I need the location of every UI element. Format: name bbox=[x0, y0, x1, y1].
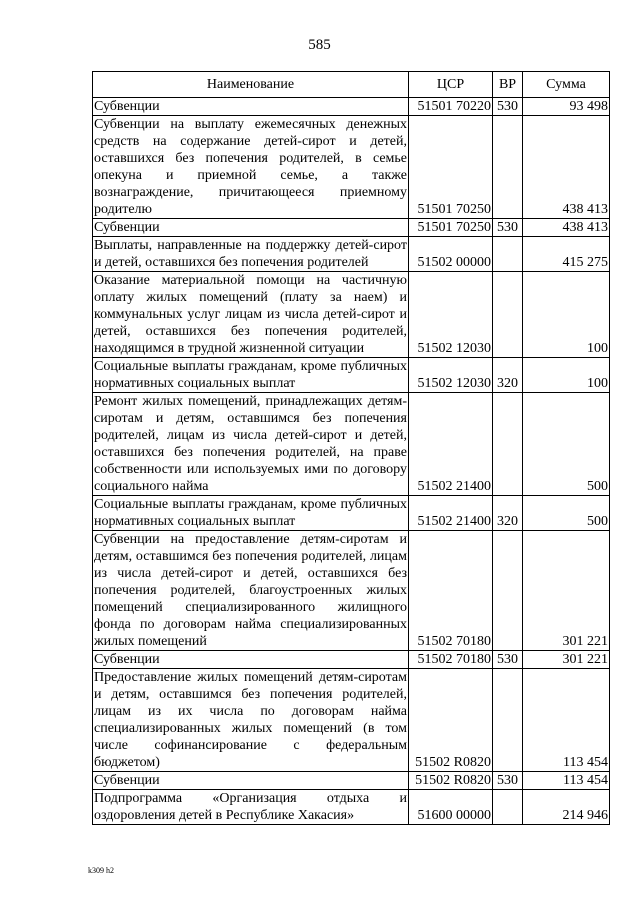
page-number: 585 bbox=[308, 37, 331, 53]
cell-sum: 100 bbox=[523, 358, 610, 393]
cell-csr: 51502 70180 bbox=[409, 531, 493, 651]
cell-sum: 301 221 bbox=[523, 651, 610, 669]
cell-sum: 301 221 bbox=[523, 531, 610, 651]
table-row bbox=[93, 790, 610, 825]
cell-sum: 438 413 bbox=[523, 116, 610, 219]
table-row bbox=[93, 219, 610, 237]
cell-csr: 51502 21400 bbox=[409, 496, 493, 531]
cell-name: Субвенции на предоставление детям-сиротам и детям, оставшимся без попечения родителей, лицам из числа детей-сирот и детей, оставшихся без попечения родителей, благоустроенных жилых помещений специализированного жилищного фонда по договорам найма специализированных жилых помещений bbox=[94, 532, 407, 649]
cell-vr bbox=[493, 531, 523, 651]
cell-name: Оказание материальной помощи на частичную оплату жилых помещений (плату за наем) и коммунальных услуг лицам из числа детей-сирот и детей, оставшихся без попечения родителей, находящимся в трудной жизненной ситуации bbox=[94, 273, 407, 356]
cell-name: Субвенции bbox=[93, 219, 409, 237]
cell-vr: 530 bbox=[493, 219, 523, 237]
cell-sum: 500 bbox=[523, 393, 610, 496]
cell-vr: 320 bbox=[493, 496, 523, 531]
cell-sum: 113 454 bbox=[523, 772, 610, 790]
table-row bbox=[93, 116, 610, 219]
table-header-row bbox=[93, 72, 610, 98]
cell-vr bbox=[493, 669, 523, 772]
cell-csr: 51501 70250 bbox=[409, 116, 493, 219]
table-row bbox=[93, 272, 610, 358]
cell-vr bbox=[493, 116, 523, 219]
cell-sum: 93 498 bbox=[523, 98, 610, 116]
table-row bbox=[93, 358, 610, 393]
cell-sum: 415 275 bbox=[523, 237, 610, 272]
cell-csr: 51600 00000 bbox=[409, 790, 493, 825]
cell-sum: 113 454 bbox=[523, 669, 610, 772]
cell-vr bbox=[493, 237, 523, 272]
cell-name: Предоставление жилых помещений детям-сиротам и детям, оставшимся без попечения родителей, лицам из их числа по договорам найма специализированных жилых помещений (в том числе софинансирование с федеральным бюджетом) bbox=[94, 670, 407, 770]
cell-csr: 51501 70250 bbox=[409, 219, 493, 237]
footer-code: k309 h2 bbox=[88, 866, 114, 875]
table-row bbox=[93, 651, 610, 669]
cell-name: Субвенции bbox=[93, 651, 409, 669]
cell-csr: 51502 12030 bbox=[409, 358, 493, 393]
cell-name: Социальные выплаты гражданам, кроме публичных нормативных социальных выплат bbox=[94, 497, 407, 529]
cell-csr: 51502 70180 bbox=[409, 651, 493, 669]
cell-name: Ремонт жилых помещений, принадлежащих детям-сиротам и детям, оставшимся без попечения родителей, лицам из числа детей-сирот и детей, оставшихся без попечения родителей, на праве собственности или используемых ими по договору социального найма bbox=[94, 394, 407, 494]
cell-csr: 51502 R0820 bbox=[409, 772, 493, 790]
cell-name: Субвенции на выплату ежемесячных денежных средств на содержание детей-сирот и детей, оставшихся без попечения родителей, в семье опекуна и приемной семье, а также вознаграждение, причитающееся приемному родителю bbox=[94, 117, 407, 217]
cell-vr: 530 bbox=[493, 651, 523, 669]
cell-csr: 51502 00000 bbox=[409, 237, 493, 272]
cell-name: Субвенции bbox=[93, 772, 409, 790]
cell-csr: 51502 R0820 bbox=[409, 669, 493, 772]
cell-csr: 51502 12030 bbox=[409, 272, 493, 358]
cell-vr: 530 bbox=[493, 98, 523, 116]
table-row bbox=[93, 496, 610, 531]
cell-name: Подпрограмма «Организация отдыха и оздоровления детей в Республике Хакасия» bbox=[94, 791, 407, 823]
cell-sum: 438 413 bbox=[523, 219, 610, 237]
header-csr: ЦСР bbox=[409, 72, 493, 98]
table-row bbox=[93, 237, 610, 272]
cell-name: Субвенции bbox=[93, 98, 409, 116]
table-row bbox=[93, 772, 610, 790]
cell-vr: 320 bbox=[493, 358, 523, 393]
cell-csr: 51502 21400 bbox=[409, 393, 493, 496]
cell-csr: 51501 70220 bbox=[409, 98, 493, 116]
cell-sum: 500 bbox=[523, 496, 610, 531]
cell-vr bbox=[493, 790, 523, 825]
cell-name: Социальные выплаты гражданам, кроме публичных нормативных социальных выплат bbox=[94, 359, 407, 391]
cell-vr bbox=[493, 393, 523, 496]
cell-sum: 100 bbox=[523, 272, 610, 358]
table-row bbox=[93, 393, 610, 496]
table-row bbox=[93, 98, 610, 116]
cell-vr bbox=[493, 272, 523, 358]
header-sum: Сумма bbox=[523, 72, 610, 98]
cell-vr: 530 bbox=[493, 772, 523, 790]
header-name: Наименование bbox=[93, 72, 409, 98]
table-row bbox=[93, 669, 610, 772]
table-row bbox=[93, 531, 610, 651]
header-vr: ВР bbox=[493, 72, 523, 98]
budget-table bbox=[92, 71, 610, 825]
cell-name: Выплаты, направленные на поддержку детей-сирот и детей, оставшихся без попечения родителей bbox=[94, 238, 407, 270]
cell-sum: 214 946 bbox=[523, 790, 610, 825]
